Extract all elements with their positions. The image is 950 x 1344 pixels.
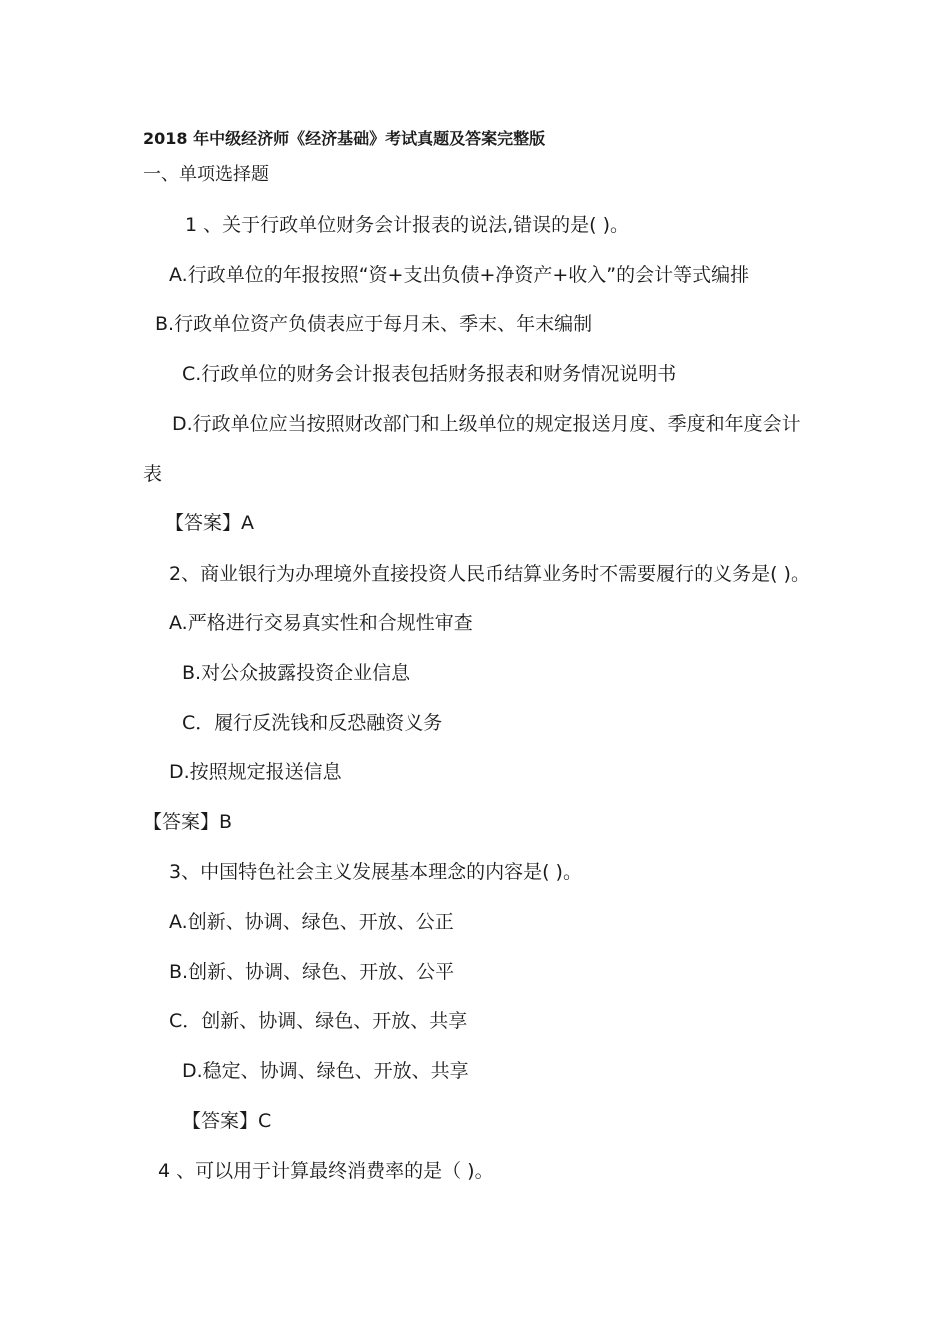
question-3-stem: 3、中国特色社会主义发展基本理念的内容是( )。: [169, 861, 582, 883]
question-2-option-b: B.对公众披露投资企业信息: [182, 662, 411, 684]
question-1-option-b: B.行政单位资产负债表应于每月未、季末、年末编制: [155, 313, 593, 335]
question-1-option-a: A.行政单位的年报按照“资+支出负债+净资产+收入”的会计等式编排: [169, 264, 750, 286]
question-2-answer: 【答案】B: [143, 811, 233, 833]
question-4-stem: 4 、可以用于计算最终消费率的是（ )。: [158, 1160, 494, 1182]
question-2-stem: 2、商业银行为办理境外直接投资人民币结算业务时不需要履行的义务是( )。: [169, 563, 810, 585]
question-1-stem: 1 、关于行政单位财务会计报表的说法,错误的是( )。: [185, 214, 630, 236]
question-3-option-d: D.稳定、协调、绿色、开放、共享: [182, 1060, 469, 1082]
question-1-option-c: C.行政单位的财务会计报表包括财务报表和财务情况说明书: [182, 363, 677, 385]
question-3-option-a: A.创新、协调、绿色、开放、公正: [169, 911, 454, 933]
question-1-option-d-continued: 表: [143, 463, 163, 485]
question-3-option-c: C．创新、协调、绿色、开放、共享: [169, 1010, 468, 1032]
question-1-answer: 【答案】A: [165, 512, 254, 534]
section-heading: 一、单项选择题: [143, 164, 269, 185]
document-title: 2018 年中级经济师《经济基础》考试真题及答案完整版: [143, 129, 546, 148]
question-3-option-b: B.创新、协调、绿色、开放、公平: [169, 961, 455, 983]
question-2-option-a: A.严格进行交易真实性和合规性审查: [169, 612, 473, 634]
question-2-option-d: D.按照规定报送信息: [169, 761, 342, 783]
question-1-option-d: D.行政单位应当按照财改部门和上级单位的规定报送月度、季度和年度会计: [172, 413, 801, 435]
question-2-option-c: C．履行反洗钱和反恐融资义务: [182, 712, 443, 734]
question-3-answer: 【答案】C: [182, 1110, 272, 1132]
